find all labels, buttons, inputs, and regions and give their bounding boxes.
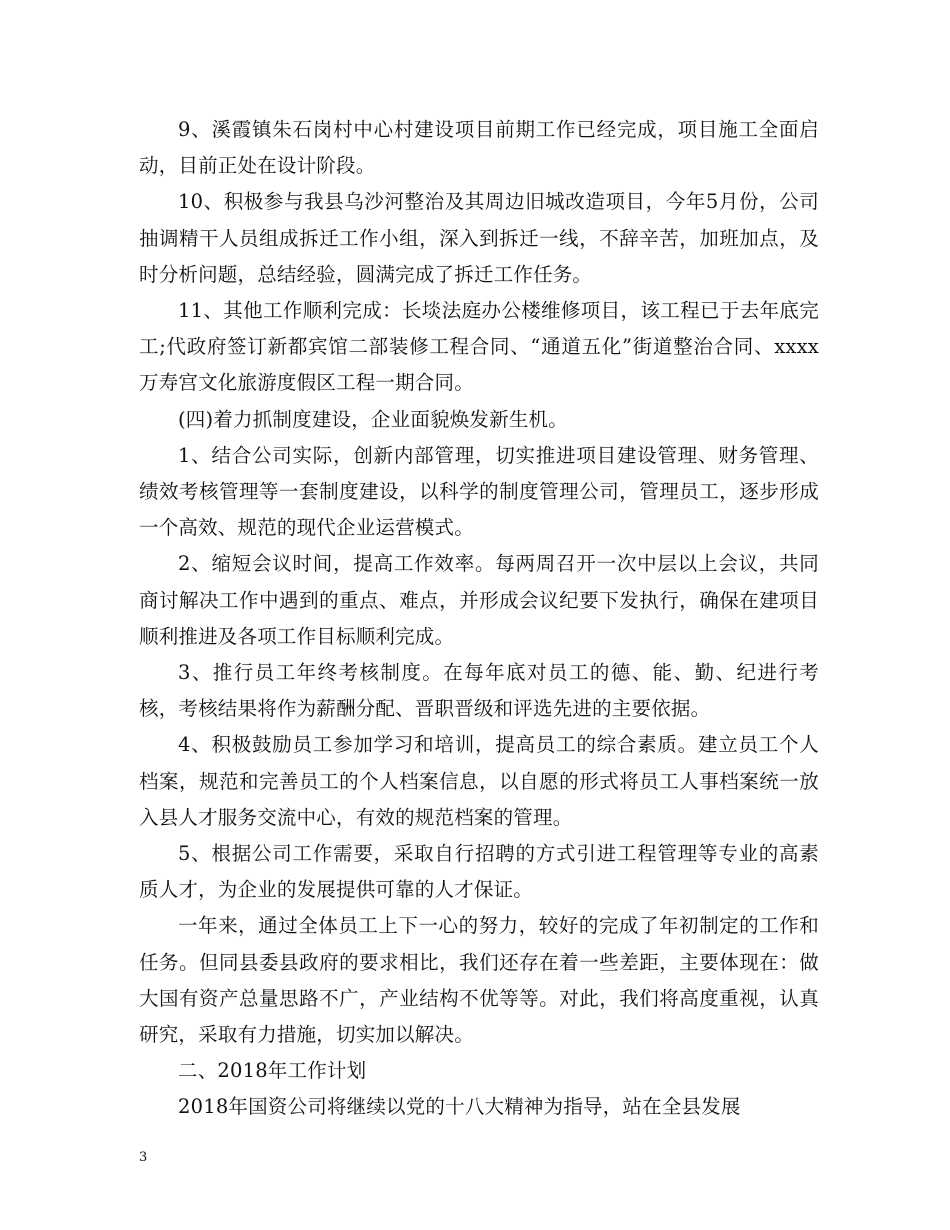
page-number: 3 xyxy=(139,1150,148,1165)
paragraph-item-2: 2、缩短会议时间，提高工作效率。每两周召开一次中层以上会议，共同商讨解决工作中遇到的重点、难点，并形成会议纪要下发执行，确保在建项目顺利推进及各项工作目标顺利完成。 xyxy=(139,552,819,648)
paragraph-item-11: 11、其他工作顺利完成：长埮法庭办公楼维修项目，该工程已于去年底完工;代政府签订新都宾馆二部装修工程合同、“通道五化”街道整治合同、xxxx万寿宫文化旅游度假区工程一期合同。 xyxy=(139,299,819,395)
paragraph-item-4: 4、积极鼓励员工参加学习和培训，提高员工的综合素质。建立员工个人档案，规范和完善员工的个人档案信息，以自愿的形式将员工人事档案统一放入县人才服务交流中心，有效的规范档案的管理。 xyxy=(139,733,819,829)
paragraph-item-9: 9、溪霞镇朱石岗村中心村建设项目前期工作已经完成，项目施工全面启动，目前正处在设计阶段。 xyxy=(139,118,819,178)
paragraph-item-5: 5、根据公司工作需要，采取自行招聘的方式引进工程管理等专业的高素质人才，为企业的发展提供可靠的人才保证。 xyxy=(139,842,819,902)
plan-paragraph: 2018年国资公司将继续以党的十八大精神为指导，站在全县发展 xyxy=(178,1095,741,1119)
paragraph-item-3: 3、推行员工年终考核制度。在每年底对员工的德、能、勤、纪进行考核，考核结果将作为薪酬分配、晋职晋级和评选先进的主要依据。 xyxy=(139,661,819,721)
section-heading-plan: 二、2018年工作计划 xyxy=(178,1059,367,1083)
section-heading-4: (四)着力抓制度建设，企业面貌焕发新生机。 xyxy=(178,407,568,431)
paragraph-item-1: 1、结合公司实际，创新内部管理，切实推进项目建设管理、财务管理、绩效考核管理等一套制度建设，以科学的制度管理公司，管理员工，逐步形成一个高效、规范的现代企业运营模式。 xyxy=(139,443,819,540)
document-body xyxy=(139,112,819,1126)
summary-paragraph: 一年来，通过全体员工上下一心的努力，较好的完成了年初制定的工作和任务。但同县委县政府的要求相比，我们还存在着一些差距，主要体现在：做大国有资产总量思路不广，产业结构不优等等。对此，我们将高度重视，认真研究，采取有力措施，切实加以解决。 xyxy=(139,914,819,1047)
paragraph-item-10: 10、积极参与我县乌沙河整治及其周边旧城改造项目，今年5月份，公司抽调精干人员组成拆迁工作小组，深入到拆迁一线，不辞辛苦，加班加点，及时分析问题，总结经验，圆满完成了拆迁工作任务。 xyxy=(139,190,819,286)
